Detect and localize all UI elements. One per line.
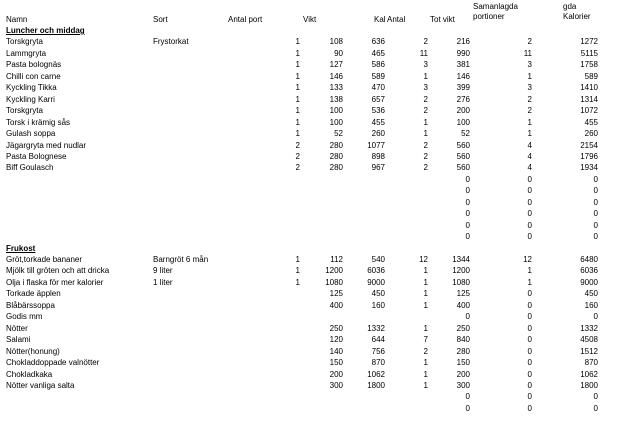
cell-vikt: 100 — [329, 117, 343, 127]
cell-gda-kalorier: 0 — [593, 220, 598, 230]
cell-tot-vikt: 1344 — [452, 255, 470, 264]
cell-gda-kalorier: 0 — [593, 197, 598, 207]
cell-antal: 2 — [423, 106, 428, 116]
cell-tot-vikt: 0 — [465, 312, 470, 322]
cell-tot-vikt: 560 — [456, 163, 470, 173]
cell-samanlagda-portioner: 1 — [527, 266, 532, 276]
cell-gda-kalorier: 6036 — [580, 266, 598, 276]
cell-vikt: 133 — [329, 83, 343, 93]
cell-samanlagda-portioner: 4 — [527, 151, 532, 161]
cell-namn: Blåbärssoppa — [6, 300, 55, 310]
cell-tot-vikt: 1080 — [452, 277, 470, 287]
cell-antal: 1 — [423, 71, 428, 81]
cell-namn: Kyckling Tikka — [6, 83, 57, 93]
cell-antal-port: 1 — [295, 71, 300, 81]
cell-tot-vikt: 146 — [456, 71, 470, 81]
cell-antal: 2 — [423, 163, 428, 173]
cell-sort: Barngröt 6 mån — [153, 255, 209, 264]
cell-gda-kalorier: 1072 — [580, 106, 598, 116]
cell-tot-vikt: 0 — [465, 186, 470, 196]
cell-antal-port: 1 — [295, 94, 300, 104]
header-tot-vikt: Tot vikt — [430, 15, 455, 24]
cell-gda-kalorier: 4508 — [580, 335, 598, 345]
cell-kal: 870 — [371, 358, 385, 368]
cell-samanlagda-portioner: 0 — [527, 392, 532, 402]
cell-namn: Torskgryta — [6, 37, 43, 47]
header-antal: Antal — [387, 15, 406, 24]
cell-antal: 1 — [423, 323, 428, 333]
cell-namn: Nötter — [6, 323, 28, 333]
cell-tot-vikt: 52 — [461, 129, 470, 139]
cell-samanlagda-portioner: 1 — [527, 117, 532, 127]
cell-kal: 160 — [371, 300, 385, 310]
header-antal-port: Antal port — [228, 15, 263, 24]
header-samanlagda: Samanlagda — [473, 2, 518, 11]
cell-antal: 7 — [423, 335, 428, 345]
cell-kal: 756 — [371, 346, 385, 356]
cell-antal-port: 1 — [295, 106, 300, 116]
cell-vikt: 52 — [334, 129, 343, 139]
cell-tot-vikt: 0 — [465, 197, 470, 207]
cell-samanlagda-portioner: 2 — [527, 37, 532, 47]
cell-gda-kalorier: 9000 — [580, 277, 598, 287]
cell-kal: 455 — [371, 117, 385, 127]
cell-gda-kalorier: 1758 — [580, 60, 598, 70]
cell-kal: 260 — [371, 129, 385, 139]
cell-kal: 1332 — [367, 323, 385, 333]
cell-antal: 1 — [423, 380, 428, 390]
cell-samanlagda-portioner: 0 — [527, 289, 532, 299]
cell-tot-vikt: 100 — [456, 117, 470, 127]
cell-namn: Mjölk till gröten och att dricka — [6, 266, 110, 276]
cell-antal: 11 — [419, 48, 428, 58]
cell-antal: 1 — [423, 129, 428, 139]
cell-kal: 6036 — [367, 266, 385, 276]
cell-vikt: 280 — [329, 151, 343, 161]
cell-samanlagda-portioner: 1 — [527, 129, 532, 139]
cell-tot-vikt: 560 — [456, 151, 470, 161]
cell-antal: 1 — [423, 117, 428, 127]
cell-vikt: 100 — [329, 106, 343, 116]
cell-gda-kalorier: 1332 — [580, 323, 598, 333]
cell-vikt: 127 — [329, 60, 343, 70]
header-kalorier: Kalorier — [563, 12, 591, 21]
cell-gda-kalorier: 5115 — [580, 48, 598, 58]
cell-gda-kalorier: 160 — [584, 300, 598, 310]
cell-antal: 1 — [423, 289, 428, 299]
cell-namn: Chokladkaka — [6, 369, 53, 379]
cell-namn: Salami — [6, 335, 31, 345]
header-sort: Sort — [153, 15, 168, 24]
cell-antal: 1 — [423, 277, 428, 287]
cell-samanlagda-portioner: 2 — [527, 94, 532, 104]
cell-antal: 1 — [423, 369, 428, 379]
cell-antal-port: 1 — [295, 48, 300, 58]
cell-vikt: 1080 — [325, 277, 343, 287]
cell-antal-port: 1 — [295, 277, 300, 287]
cell-samanlagda-portioner: 4 — [527, 140, 532, 150]
cell-namn: Torkade äpplen — [6, 289, 61, 299]
cell-namn: Nötter vanliga salta — [6, 380, 75, 390]
cell-antal-port: 2 — [295, 140, 300, 150]
cell-samanlagda-portioner: 0 — [527, 300, 532, 310]
cell-tot-vikt: 216 — [456, 37, 470, 47]
cell-gda-kalorier: 870 — [584, 358, 598, 368]
cell-kal: 465 — [371, 48, 385, 58]
cell-namn: Pasta Bolognese — [6, 151, 67, 161]
cell-tot-vikt: 840 — [456, 335, 470, 345]
cell-vikt: 250 — [329, 323, 343, 333]
cell-tot-vikt: 150 — [456, 358, 470, 368]
cell-tot-vikt: 0 — [465, 209, 470, 219]
cell-gda-kalorier: 0 — [593, 186, 598, 196]
cell-gda-kalorier: 450 — [584, 289, 598, 299]
cell-namn: Pasta bolognäs — [6, 60, 62, 70]
cell-sort: 9 liter — [153, 266, 173, 276]
cell-kal: 967 — [371, 163, 385, 173]
cell-namn: Jägargryta med nudlar — [6, 140, 87, 150]
cell-namn: Biff Goulasch — [6, 163, 54, 173]
cell-vikt: 138 — [329, 94, 343, 104]
cell-gda-kalorier: 1272 — [580, 37, 598, 47]
cell-samanlagda-portioner: 0 — [527, 403, 532, 413]
cell-samanlagda-portioner: 0 — [527, 335, 532, 345]
cell-vikt: 146 — [329, 71, 343, 81]
cell-sort: 1 liter — [153, 277, 173, 287]
cell-namn: Kyckling Karri — [6, 94, 55, 104]
cell-samanlagda-portioner: 3 — [527, 83, 532, 93]
cell-tot-vikt: 400 — [456, 300, 470, 310]
cell-vikt: 300 — [329, 380, 343, 390]
cell-gda-kalorier: 1062 — [580, 369, 598, 379]
cell-gda-kalorier: 6480 — [580, 255, 598, 264]
cell-gda-kalorier: 1796 — [580, 151, 598, 161]
cell-antal-port: 1 — [295, 117, 300, 127]
cell-samanlagda-portioner: 4 — [527, 163, 532, 173]
cell-gda-kalorier: 1512 — [580, 346, 598, 356]
header-kal: Kal — [374, 15, 386, 24]
cell-antal: 2 — [423, 37, 428, 47]
cell-antal: 12 — [419, 255, 428, 264]
cell-vikt: 108 — [329, 37, 343, 47]
cell-kal: 657 — [371, 94, 385, 104]
header-vikt: Vikt — [303, 15, 317, 24]
cell-kal: 1062 — [367, 369, 385, 379]
cell-vikt: 150 — [329, 358, 343, 368]
cell-gda-kalorier: 589 — [584, 71, 598, 81]
cell-kal: 536 — [371, 106, 385, 116]
cell-kal: 450 — [371, 289, 385, 299]
cell-samanlagda-portioner: 0 — [527, 323, 532, 333]
cell-antal: 3 — [423, 83, 428, 93]
cell-gda-kalorier: 0 — [593, 232, 598, 242]
cell-antal: 2 — [423, 346, 428, 356]
cell-samanlagda-portioner: 1 — [527, 277, 532, 287]
cell-tot-vikt: 560 — [456, 140, 470, 150]
header-portioner: portioner — [473, 12, 505, 21]
cell-kal: 9000 — [367, 277, 385, 287]
cell-kal: 470 — [371, 83, 385, 93]
cell-antal-port: 1 — [295, 37, 300, 47]
cell-gda-kalorier: 0 — [593, 312, 598, 322]
cell-antal-port: 1 — [295, 129, 300, 139]
cell-gda-kalorier: 1800 — [580, 380, 598, 390]
cell-vikt: 1200 — [325, 266, 343, 276]
cell-antal: 1 — [423, 358, 428, 368]
cell-samanlagda-portioner: 0 — [527, 186, 532, 196]
cell-samanlagda-portioner: 1 — [527, 71, 532, 81]
cell-kal: 589 — [371, 71, 385, 81]
cell-tot-vikt: 276 — [456, 94, 470, 104]
cell-gda-kalorier: 2154 — [580, 140, 598, 150]
cell-samanlagda-portioner: 0 — [527, 380, 532, 390]
cell-gda-kalorier: 0 — [593, 209, 598, 219]
cell-tot-vikt: 300 — [456, 380, 470, 390]
cell-kal: 540 — [371, 255, 385, 264]
cell-antal-port: 1 — [295, 83, 300, 93]
cell-namn: Torskgryta — [6, 106, 43, 116]
cell-antal: 1 — [423, 266, 428, 276]
cell-vikt: 280 — [329, 140, 343, 150]
cell-samanlagda-portioner: 3 — [527, 60, 532, 70]
cell-antal: 1 — [423, 300, 428, 310]
cell-tot-vikt: 125 — [456, 289, 470, 299]
cell-kal: 586 — [371, 60, 385, 70]
cell-kal: 1077 — [367, 140, 385, 150]
cell-tot-vikt: 399 — [456, 83, 470, 93]
header-namn: Namn — [6, 15, 28, 24]
cell-namn: Gulash soppa — [6, 129, 56, 139]
cell-antal: 2 — [423, 140, 428, 150]
cell-samanlagda-portioner: 0 — [527, 346, 532, 356]
cell-tot-vikt: 0 — [465, 174, 470, 184]
cell-samanlagda-portioner: 0 — [527, 232, 532, 242]
cell-namn: Olja i flaska för mer kalorier — [6, 277, 104, 287]
cell-vikt: 200 — [329, 369, 343, 379]
cell-tot-vikt: 200 — [456, 369, 470, 379]
cell-tot-vikt: 250 — [456, 323, 470, 333]
cell-kal: 644 — [371, 335, 385, 345]
cell-antal: 2 — [423, 151, 428, 161]
section-title: Frukost — [6, 243, 36, 253]
cell-namn: Chilli con carne — [6, 71, 61, 81]
cell-namn: Chokladdoppade valnötter — [6, 358, 100, 368]
cell-samanlagda-portioner: 0 — [527, 174, 532, 184]
cell-samanlagda-portioner: 0 — [527, 358, 532, 368]
cell-namn: Lammgryta — [6, 48, 47, 58]
cell-samanlagda-portioner: 0 — [527, 369, 532, 379]
cell-antal: 2 — [423, 94, 428, 104]
cell-samanlagda-portioner: 2 — [527, 106, 532, 116]
cell-tot-vikt: 1200 — [452, 266, 470, 276]
cell-namn: Torsk i krämig sås — [6, 117, 71, 127]
cell-tot-vikt: 0 — [465, 392, 470, 402]
cell-samanlagda-portioner: 0 — [527, 312, 532, 322]
cell-namn: Nötter(honung) — [6, 346, 60, 356]
cell-gda-kalorier: 1934 — [580, 163, 598, 173]
cell-vikt: 120 — [329, 335, 343, 345]
cell-sort: Frystorkat — [153, 37, 189, 47]
cell-tot-vikt: 200 — [456, 106, 470, 116]
cell-tot-vikt: 990 — [456, 48, 470, 58]
cell-vikt: 90 — [334, 48, 343, 58]
cell-gda-kalorier: 0 — [593, 174, 598, 184]
cell-samanlagda-portioner: 0 — [527, 209, 532, 219]
cell-vikt: 400 — [329, 300, 343, 310]
cell-vikt: 140 — [329, 346, 343, 356]
cell-samanlagda-portioner: 12 — [523, 255, 532, 264]
cell-tot-vikt: 0 — [465, 220, 470, 230]
cell-gda-kalorier: 455 — [584, 117, 598, 127]
cell-gda-kalorier: 0 — [593, 403, 598, 413]
cell-vikt: 125 — [329, 289, 343, 299]
cell-tot-vikt: 0 — [465, 232, 470, 242]
cell-antal: 3 — [423, 60, 428, 70]
cell-kal: 898 — [371, 151, 385, 161]
cell-vikt: 280 — [329, 163, 343, 173]
section-title: Luncher och middag — [6, 26, 85, 35]
cell-tot-vikt: 0 — [465, 403, 470, 413]
cell-tot-vikt: 381 — [456, 60, 470, 70]
cell-gda-kalorier: 260 — [584, 129, 598, 139]
cell-antal-port: 1 — [295, 266, 300, 276]
cell-gda-kalorier: 1410 — [580, 83, 598, 93]
cell-kal: 636 — [371, 37, 385, 47]
cell-kal: 1800 — [367, 380, 385, 390]
cell-tot-vikt: 280 — [456, 346, 470, 356]
cell-gda-kalorier: 1314 — [580, 94, 598, 104]
cell-samanlagda-portioner: 0 — [527, 197, 532, 207]
cell-samanlagda-portioner: 0 — [527, 220, 532, 230]
cell-antal-port: 2 — [295, 163, 300, 173]
cell-antal-port: 1 — [295, 60, 300, 70]
cell-vikt: 112 — [330, 255, 343, 264]
cell-antal-port: 1 — [295, 255, 300, 264]
header-gda: gda — [563, 2, 577, 11]
cell-namn: Gröt,torkade bananer — [6, 255, 83, 264]
cell-namn: Godis mm — [6, 312, 43, 322]
cell-antal-port: 2 — [295, 151, 300, 161]
cell-gda-kalorier: 0 — [593, 392, 598, 402]
cell-samanlagda-portioner: 11 — [523, 48, 532, 58]
